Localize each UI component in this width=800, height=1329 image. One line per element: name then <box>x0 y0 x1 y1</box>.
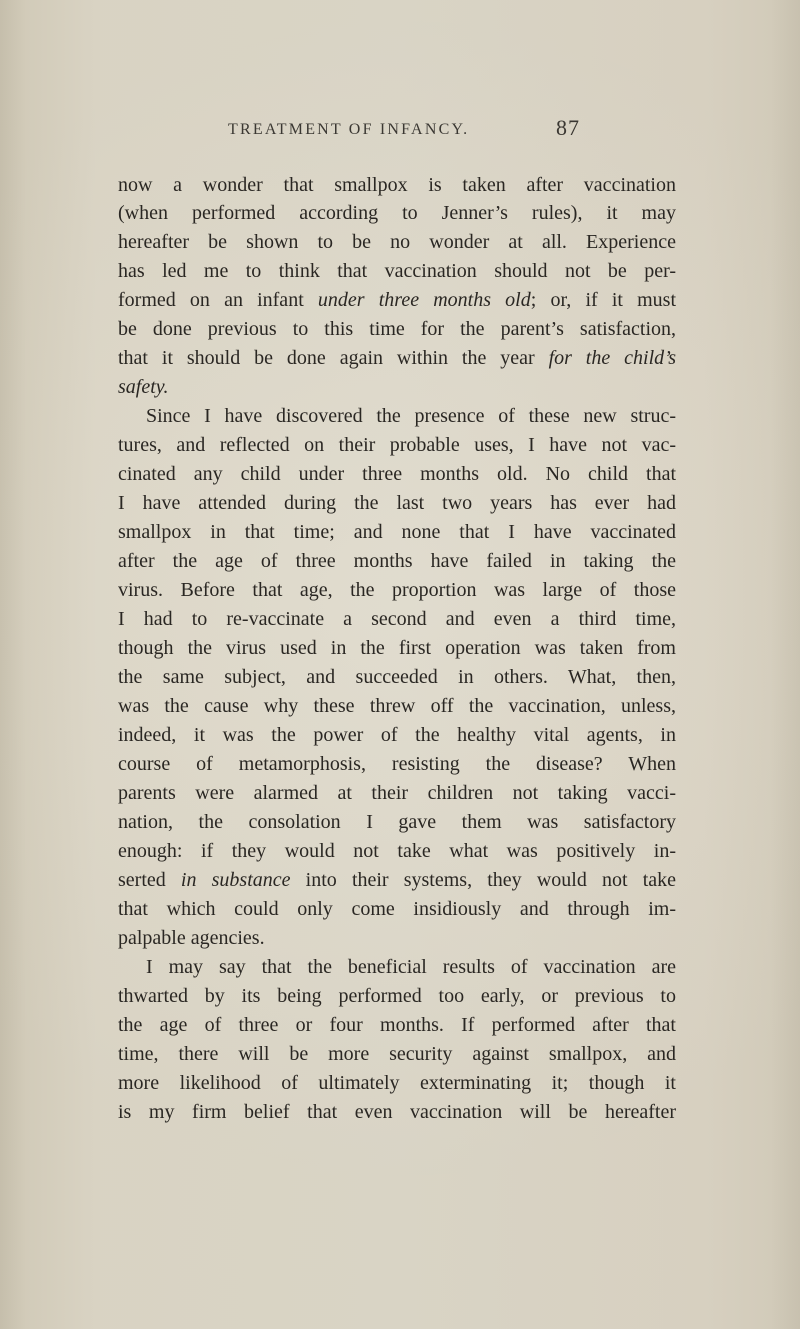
text-segment: formed on an infant <box>118 289 318 311</box>
emphasis-text: safety. <box>118 376 169 398</box>
left-page-shadow <box>0 0 26 1329</box>
text-line: now a wonder that smallpox is taken after vaccination <box>118 174 676 196</box>
text-line <box>118 285 676 315</box>
chapter-header: TREATMENT OF INFANCY. <box>228 121 470 138</box>
emphasis-text: under three months old <box>317 289 531 311</box>
text-segment: serted <box>118 869 181 891</box>
text-line: nation, the consolation I gave them was satisfactory <box>118 811 676 833</box>
text-line <box>118 372 676 402</box>
running-head <box>0 117 800 141</box>
text-line <box>118 865 676 895</box>
text-line: I may say that the beneficial results of vaccination are <box>146 956 676 978</box>
text-line: indeed, it was the power of the healthy vital agents, in <box>118 724 676 746</box>
text-line: tures, and reflected on their probable uses, I have not vac- <box>118 434 676 456</box>
text-line: the age of three or four months. If performed after that <box>118 1014 676 1036</box>
text-line: thwarted by its being performed too early, or previous to <box>118 985 676 1007</box>
right-page-shadow <box>770 0 800 1329</box>
text-line: though the virus used in the first operation was taken from <box>118 637 676 659</box>
text-line: virus. Before that age, the proportion was large of those <box>118 579 676 601</box>
body-text <box>118 170 677 1123</box>
text-line: (when performed according to Jenner’s rules), it may <box>118 202 676 224</box>
text-line: after the age of three months have failed in taking the <box>118 550 676 572</box>
text-line: be done previous to this time for the parent’s satisfaction, <box>118 318 676 340</box>
text-line: palpable agencies. <box>118 927 265 949</box>
emphasis-text: for the child’s <box>548 347 676 369</box>
text-line: cinated any child under three months old. No child that <box>118 463 676 485</box>
text-line: was the cause why these threw off the vaccination, unless, <box>118 695 676 717</box>
text-line: course of metamorphosis, resisting the disease? When <box>118 753 676 775</box>
text-line: enough: if they would not take what was positively in- <box>118 840 676 862</box>
text-line: I had to re-vaccinate a second and even a third time, <box>118 608 676 630</box>
text-line: has led me to think that vaccination should not be per- <box>118 260 676 282</box>
text-segment: into their systems, they would not take <box>290 869 677 891</box>
text-line: smallpox in that time; and none that I have vaccinated <box>118 521 676 543</box>
text-line: Since I have discovered the presence of these new struc- <box>146 405 676 427</box>
page-number: 87 <box>556 115 580 140</box>
text-segment: ; or, if it must <box>530 289 676 311</box>
emphasis-text: in substance <box>180 869 291 891</box>
text-line: the same subject, and succeeded in others. What, then, <box>118 666 676 688</box>
text-line: that which could only come insidiously and through im- <box>118 898 676 920</box>
text-line: is my firm belief that even vaccination will be hereafter <box>118 1101 676 1123</box>
text-segment: that it should be done again within the year <box>118 347 549 369</box>
text-line: parents were alarmed at their children not taking vacci- <box>118 782 676 804</box>
text-line <box>118 343 676 373</box>
text-line: more likelihood of ultimately exterminating it; though it <box>118 1072 676 1094</box>
text-line: I have attended during the last two years has ever had <box>118 492 676 514</box>
text-line: time, there will be more security against smallpox, and <box>118 1043 676 1065</box>
text-line: hereafter be shown to be no wonder at all. Experience <box>118 231 676 253</box>
